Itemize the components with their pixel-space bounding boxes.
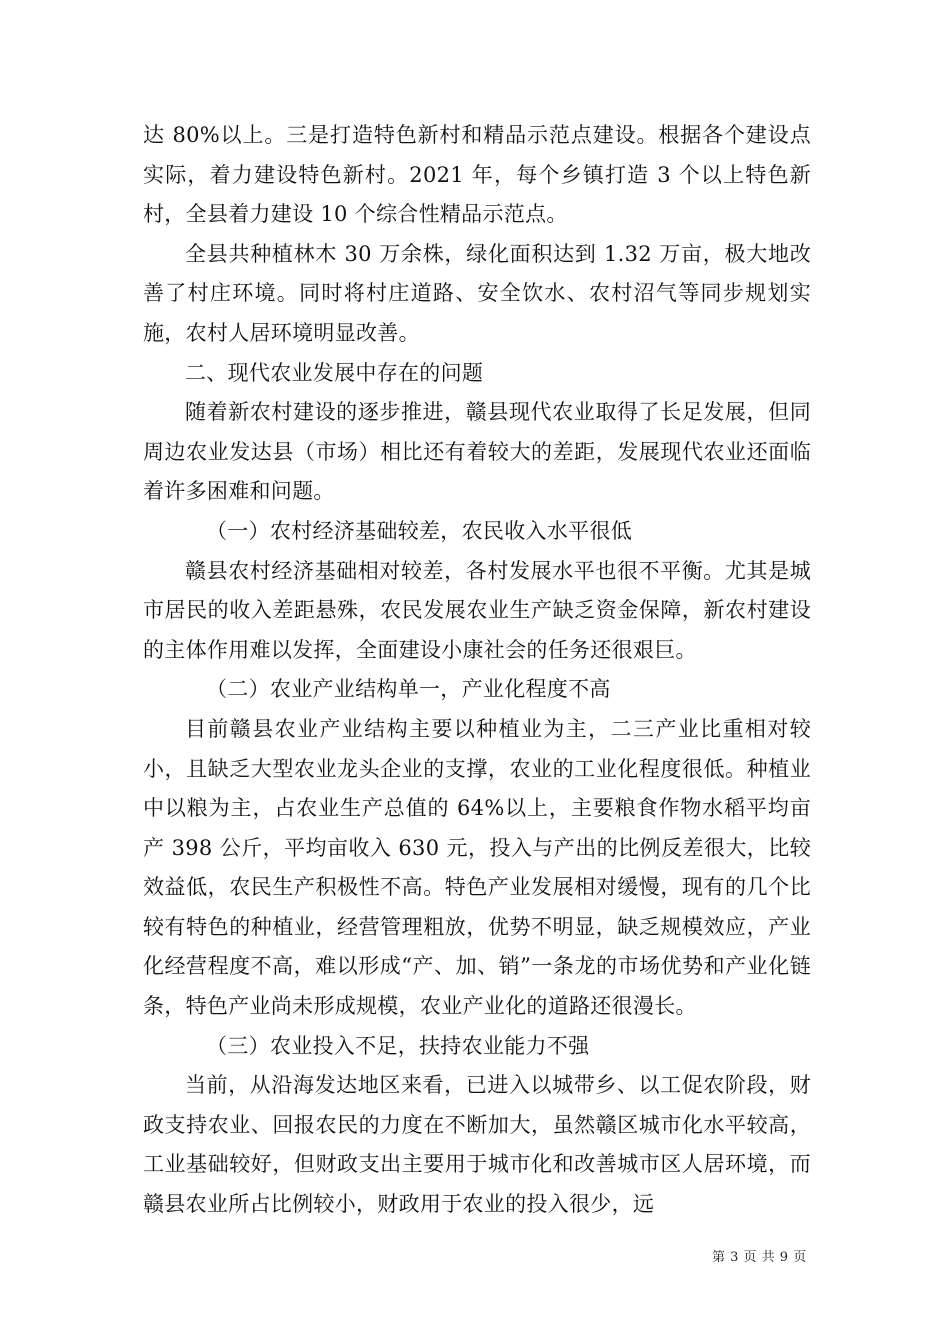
paragraph-rural-economy: 赣县农村经济基础相对较差，各村发展水平也很不平衡。尤其是城市居民的收入差距悬殊，农民发展农业生产缺乏资金保障，新农村建设的主体作用难以发挥，全面建设小康社会的任务还很艰巨。 bbox=[143, 558, 811, 662]
subheading-agri-investment: （三）农业投入不足，扶持农业能力不强 bbox=[206, 1033, 590, 1058]
paragraph-afforestation: 全县共种植林木 30 万余株，绿化面积达到 1.32 万亩，极大地改善了村庄环境。同时将村庄道路、安全饮水、农村沼气等同步规划实施，农村人居环境明显改善。 bbox=[143, 241, 811, 345]
section-heading-problems: 二、现代农业发展中存在的问题 bbox=[185, 360, 484, 385]
subheading-industry-structure: （二）农业产业结构单一，产业化程度不高 bbox=[206, 677, 611, 702]
paragraph-continuation: 达 80%以上。三是打造特色新村和精品示范点建设。根据各个建设点实际，着力建设特色新村。2021 年，每个乡镇打造 3 个以上特色新村，全县着力建设 10 个综合性精品示范点。 bbox=[143, 123, 811, 227]
page-number-footer: 第 3 页 共 9 页 bbox=[712, 1250, 807, 1265]
paragraph-agri-investment: 当前，从沿海发达地区来看，已进入以城带乡、以工促农阶段，财政支持农业、回报农民的力度在不断加大，虽然赣区城市化水平较高，工业基础较好，但财政支出主要用于城市化和改善城市区人居环境，而赣县农业所占比例较小，财政用于农业的投入很少，远 bbox=[143, 1073, 811, 1217]
subheading-rural-economy: （一）农村经济基础较差，农民收入水平很低 bbox=[206, 518, 632, 543]
paragraph-intro-problems: 随着新农村建设的逐步推进，赣县现代农业取得了长足发展，但同周边农业发达县（市场）相比还有着较大的差距，发展现代农业还面临着许多困难和问题。 bbox=[143, 400, 811, 504]
paragraph-industry-structure: 目前赣县农业产业结构主要以种植业为主，二三产业比重相对较小，且缺乏大型农业龙头企业的支撑，农业的工业化程度很低。种植业中以粮为主，占农业生产总值的 64%以上，主要粮食作物水稻平均亩产 398 公斤，平均亩收入 630 元，投入与产出的比例反差很大，比较效益低，农民生产积极性不高。特色产业发展相对缓慢，现有的几个比较有特色的种植业，经营管理粗放，优势不明显，缺乏规模效应，产业化经营程度不高，难以形成“产、加、销”一条龙的市场优势和产业化链条，特色产业尚未形成规模，农业产业化的道路还很漫长。 bbox=[143, 716, 811, 1019]
document-body bbox=[143, 116, 811, 1225]
